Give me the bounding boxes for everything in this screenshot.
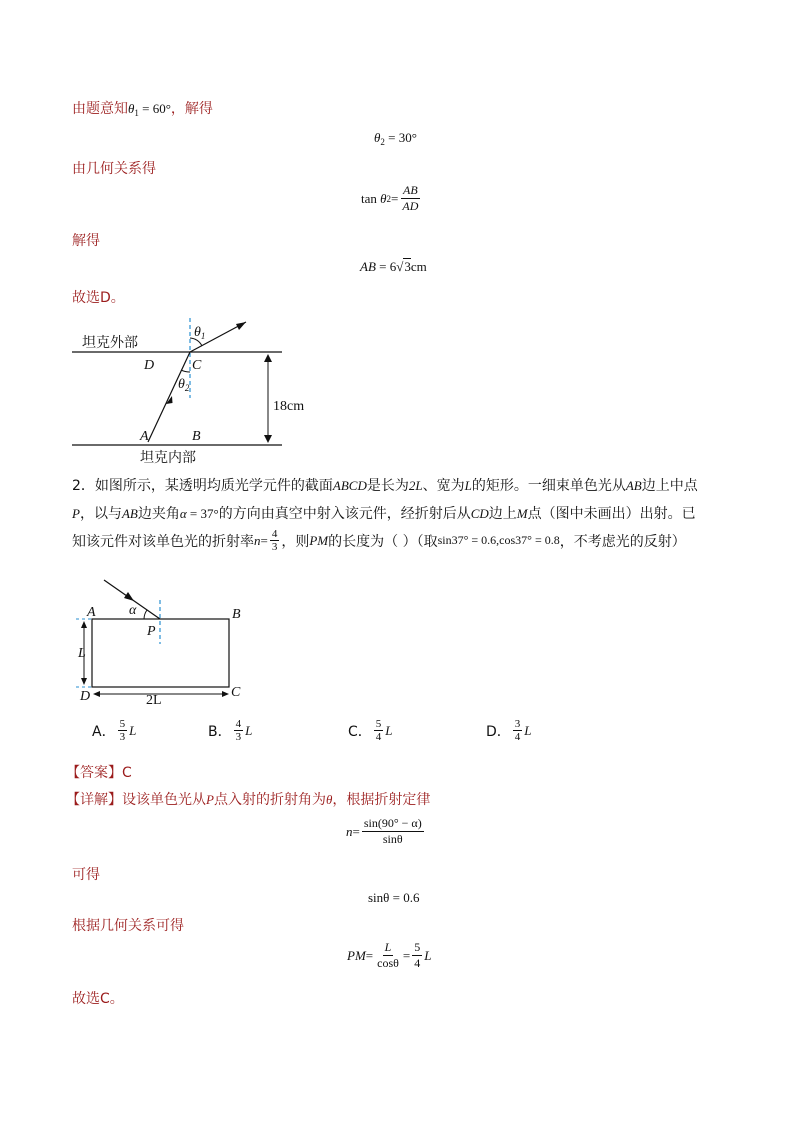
theta1-value: = 60°	[138, 101, 171, 116]
dim-arrow-left	[93, 691, 100, 697]
option-variable: L	[245, 722, 253, 738]
equation-theta2	[374, 130, 417, 147]
snell-equals: =	[352, 823, 360, 839]
dimension-arrow-down	[264, 435, 272, 443]
q2-text: ，则	[281, 533, 310, 550]
q2-text: 的长度为（ ）（取	[328, 533, 438, 550]
label-tank-inside: 坦克内部	[140, 450, 196, 466]
solution-line-given	[72, 98, 213, 118]
equation-ab	[360, 259, 427, 275]
option-label: D．	[486, 723, 511, 740]
detail-theta: θ	[325, 792, 333, 807]
fraction-numerator: 5	[375, 718, 382, 730]
q2-cd: CD	[470, 506, 489, 521]
theta1-subscript: 1	[134, 108, 139, 118]
q2-ab: AB	[625, 478, 642, 493]
solution-line-choose-d: 故选D。	[72, 290, 125, 306]
fraction-denominator: 3	[235, 731, 242, 743]
detail-tag: 【详解】	[66, 792, 122, 808]
pm-equals-2: =	[402, 947, 411, 963]
solution-line-geometry-2: 根据几何关系可得	[72, 918, 184, 934]
option-fraction	[234, 718, 244, 743]
option-c[interactable]	[348, 718, 393, 743]
q2-text: 、宽为	[422, 478, 465, 494]
fraction-ab-ad	[400, 183, 420, 214]
pm-lhs: PM	[347, 947, 366, 963]
equation-snell	[346, 816, 426, 847]
fraction-numerator: AB	[403, 183, 418, 197]
theta2-symbol: θ	[374, 130, 381, 145]
q2-ab: AB	[121, 506, 138, 521]
fraction-numerator: 5	[414, 940, 421, 954]
fraction-4-3	[270, 528, 280, 553]
fraction-denominator: 4	[414, 956, 421, 970]
pm-equals: =	[365, 947, 374, 963]
fraction-numerator: 4	[235, 718, 242, 730]
option-label: B．	[208, 723, 232, 740]
option-a[interactable]	[92, 718, 136, 743]
tan-theta: θ	[380, 190, 387, 206]
q2-l: L	[464, 478, 472, 493]
q2-text: 点（图中未画出）出射。已	[527, 506, 696, 522]
q2-text: 如图所示，某透明均质光学元件的截面	[94, 478, 333, 494]
fraction-l-cos	[375, 940, 401, 971]
label-length-2l: 2L	[146, 693, 162, 708]
answer-tag: 【答案】	[66, 765, 122, 781]
q2-alpha-value: = 37°	[186, 506, 219, 521]
fraction-numerator: 5	[119, 718, 126, 730]
option-variable: L	[524, 722, 532, 738]
tan-theta-subscript: 2	[386, 193, 392, 204]
question-2-line-2	[72, 502, 752, 526]
q2-p: P	[72, 506, 80, 521]
fraction-denominator: 3	[271, 541, 278, 553]
fraction-denominator: 3	[119, 731, 126, 743]
figure-rectangle-element	[70, 572, 260, 712]
fraction-numerator: sin(90° − α)	[363, 816, 422, 830]
detail-text: 设该单色光从	[122, 792, 206, 808]
fraction-denominator: cosθ	[377, 956, 399, 970]
fraction-denominator: 4	[375, 731, 382, 743]
q2-text: 是长为	[366, 478, 409, 494]
dim-arrow-right	[222, 691, 229, 697]
fraction-denominator: sinθ	[382, 832, 403, 846]
label-point-d: D	[144, 358, 155, 373]
q2-text: 的方向由真空中射入该元件，经折射后从	[218, 506, 471, 522]
label-point-c: C	[192, 358, 202, 373]
incident-arrow-head	[124, 592, 134, 601]
fraction-numerator: 4	[271, 528, 278, 540]
theta2-value: = 30°	[384, 130, 417, 145]
detail-text: 点入射的折射角为	[213, 792, 326, 808]
sqrt-radicand: 3	[404, 259, 411, 274]
q2-n: n	[254, 532, 261, 548]
dimension-arrow-up	[264, 354, 272, 362]
label-point-d: D	[80, 689, 91, 704]
dim-arrow-down	[81, 678, 87, 685]
label-point-b: B	[192, 429, 201, 444]
q2-text: 的矩形。一细束单色光从	[471, 478, 626, 494]
tan-equals: =	[391, 190, 399, 206]
text-given-prefix: 由题意知	[72, 101, 128, 117]
option-variable: L	[129, 722, 137, 738]
text-given-suffix: ，解得	[170, 101, 213, 117]
q2-2l: 2L	[408, 478, 423, 493]
option-fraction	[513, 718, 523, 743]
q2-pm: PM	[309, 532, 329, 548]
option-b[interactable]	[208, 718, 252, 743]
option-variable: L	[385, 722, 393, 738]
q2-text: 边上	[488, 506, 517, 522]
option-fraction	[118, 718, 128, 743]
ab-unit: cm	[410, 259, 427, 274]
label-point-b: B	[232, 607, 241, 622]
arrow-head-outside	[236, 322, 246, 330]
q2-alpha: α	[179, 506, 187, 521]
fraction-5-4	[412, 940, 422, 971]
ab-lhs: AB	[360, 259, 376, 274]
fraction-numerator: L	[384, 940, 392, 954]
solution-line-solve: 解得	[72, 233, 100, 249]
equation-pm	[347, 940, 431, 971]
label-width-l: L	[78, 646, 86, 661]
option-label: C．	[348, 723, 372, 740]
alpha-arc	[144, 610, 147, 619]
pm-variable: L	[424, 947, 432, 963]
q2-abcd: ABCD	[332, 478, 367, 493]
theta2-arc	[181, 370, 190, 372]
q2-m: M	[516, 506, 528, 521]
detail-p: P	[206, 792, 214, 807]
q2-text: 知该元件对该单色光的折射率	[72, 533, 254, 550]
label-tank-outside: 坦克外部	[82, 335, 138, 351]
q2-text: ，不考虑光的反射）	[559, 533, 686, 550]
q2-text: 边上中点	[641, 478, 698, 494]
solution-line-keqiude: 可得	[72, 867, 100, 883]
fraction-snell	[362, 816, 424, 847]
ab-equals: = 6	[375, 259, 397, 274]
detail-text: ，根据折射定律	[332, 792, 431, 808]
solution-line-choose-c: 故选C。	[72, 991, 124, 1007]
label-height-18cm: 18cm	[273, 399, 305, 414]
q2-trig-values: sin37° = 0.6,cos37° = 0.8	[437, 533, 560, 547]
option-fraction	[374, 718, 384, 743]
label-theta2: $\theta_2$	[178, 377, 190, 393]
snell-lhs: n	[346, 823, 353, 839]
q2-text: ，以与	[79, 506, 122, 522]
fraction-numerator: 3	[514, 718, 521, 730]
tan-func: tan	[361, 190, 377, 206]
equation-sin-theta: sinθ = 0.6	[368, 890, 420, 905]
detail-line	[66, 789, 430, 809]
q2-text: 边夹角	[137, 506, 180, 522]
question-number: 2．	[72, 478, 95, 494]
fraction-denominator: 4	[514, 731, 521, 743]
figure-tank-refraction	[60, 312, 305, 472]
option-label: A．	[92, 723, 116, 740]
equation-tan	[361, 183, 422, 214]
label-point-a: A	[87, 605, 96, 620]
fraction-denominator: AD	[402, 199, 419, 213]
question-2-line-1	[72, 474, 732, 498]
solution-line-geometry: 由几何关系得	[72, 161, 156, 177]
theta1-symbol: θ	[128, 101, 135, 116]
ray-inside	[148, 352, 190, 442]
label-point-p: P	[147, 624, 156, 639]
sqrt-sign: √	[396, 259, 404, 274]
theta2-subscript: 2	[380, 137, 385, 147]
label-point-a: A	[140, 429, 149, 444]
answer-value: C	[122, 765, 132, 781]
q2-n-equals: =	[260, 532, 268, 548]
label-theta1: $\theta_1$	[194, 325, 206, 341]
question-2-line-3	[72, 528, 762, 553]
label-point-c: C	[231, 685, 241, 700]
option-d[interactable]	[486, 718, 532, 743]
label-alpha: α	[129, 603, 137, 618]
dim-arrow-up	[81, 621, 87, 628]
answer-line	[66, 762, 132, 782]
